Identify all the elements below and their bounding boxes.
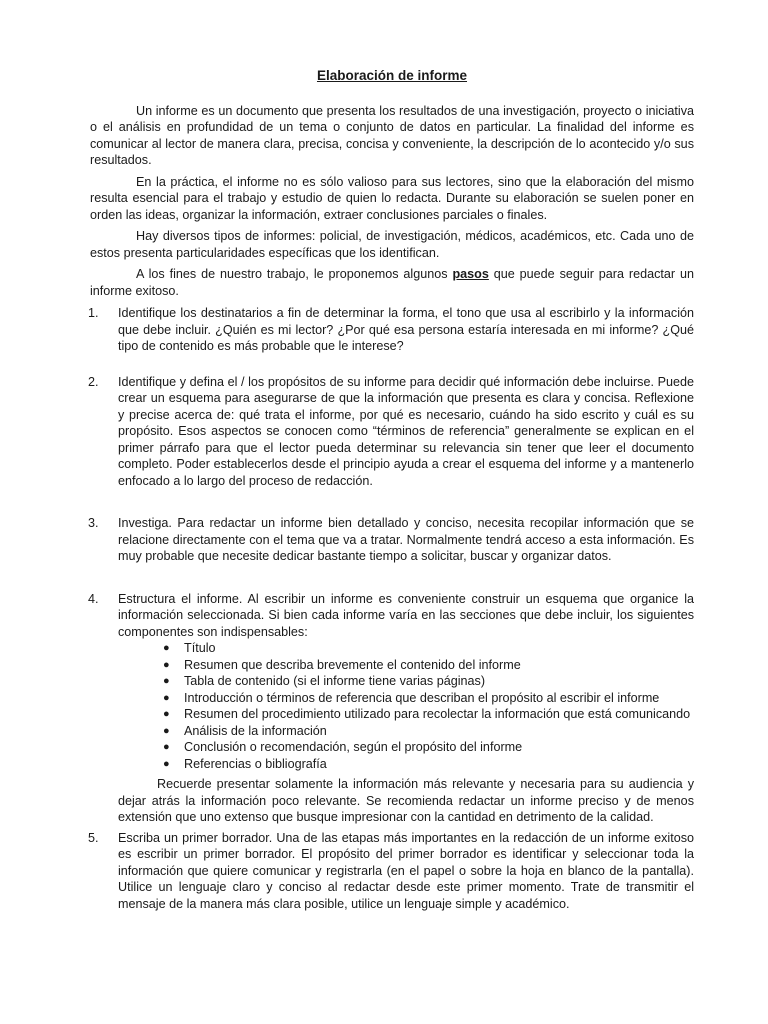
bullet-icon: ●: [163, 724, 170, 737]
bullet-icon: ●: [163, 708, 170, 720]
intro-paragraph: Un informe es un documento que presenta los resultados de una investigación, proyecto o iniciativa o el análisis en profundidad de un tema o conjunto de datos en particular. La finalidad del informe es comunicar al lector de manera clara, precisa, concisa y conveniente, la descripción de lo acontecido y/o sus resultados.: [90, 103, 694, 167]
step-item: [90, 515, 694, 565]
intro-paragraph-pasos: [90, 266, 694, 299]
step-text: Identifique los destinatarios a fin de determinar la forma, el tono que usa al escribirlo y la información que debe incluir. ¿Quién es mi lector? ¿Por qué esa persona estaría interesada en mi informe? ¿Qué tipo de contenido es más probable que le interese?: [118, 306, 694, 353]
bullet-icon: ●: [163, 675, 170, 687]
component-item: ● Tabla de contenido (si el informe tiene varias páginas): [163, 674, 486, 688]
intro-text: A los fines de nuestro trabajo, le proponemos algunos: [136, 267, 453, 281]
components-list: [118, 640, 694, 772]
step-number: 1.: [88, 306, 99, 320]
steps-list-continued: [90, 830, 694, 913]
bullet-icon: ●: [163, 741, 170, 753]
steps-list: [90, 305, 694, 772]
component-item: ● Análisis de la información: [163, 723, 327, 738]
step-number: 3.: [88, 516, 99, 530]
intro-text: que puede seguir para redactar un informe exitoso.: [90, 267, 694, 298]
step-number: 5.: [88, 830, 99, 845]
bullet-icon: ●: [163, 658, 170, 671]
component-item: ● Resumen del procedimiento utilizado para recolectar la información que está comunicando: [163, 707, 691, 721]
component-item: ● Resumen que describa brevemente el contenido del informe: [163, 657, 521, 672]
document-title: Elaboración de informe: [316, 68, 468, 83]
bullet-icon: ●: [163, 642, 170, 654]
bullet-icon: ●: [163, 691, 170, 704]
intro-paragraph: En la práctica, el informe no es sólo valioso para sus lectores, sino que la elaboración del mismo resulta esencial para el trabajo y estudio de quien lo redacta. Durante su elaboración se suelen poner en orden las ideas, organizar la información, extraer conclusiones parciales o finales.: [90, 174, 694, 222]
step-item: [90, 305, 694, 355]
pasos-emphasis: pasos: [452, 267, 489, 281]
step-text: Identifique y defina el / los propósitos de su informe para decidir qué información debe incluirse. Puede crear un esquema para asegurarse de que la información que presenta es clara y concisa. Reflexione y precise acerca de: qué trata el informe, por qué es necesario, cuándo ha sido escrito y cuál es su propósito. Esos aspectos se conocen como “términos de referencia” generalmente se explican en el primer párrafo para que el lector pueda determinar su relevancia sin tener que leer el documento completo. Poder establecerlos desde el principio ayuda a crear el esquema del informe y a mantenerlo enfocado a lo largo del proceso de redacción.: [118, 374, 694, 488]
component-item: ● Título: [163, 641, 216, 655]
step-item: [90, 591, 694, 773]
recommendation-paragraph: Recuerde presentar solamente la información más relevante y necesaria para su audiencia y dejar atrás la información poco relevante. Se recomienda redactar un informe preciso y de menos extensión que uno extenso que busque impresionar con la cantidad en detrimento de la calidad.: [118, 777, 694, 824]
component-item: ● Introducción o términos de referencia que describan el propósito al escribir el informe: [163, 690, 660, 705]
step-item: [90, 374, 694, 490]
step-text: Estructura el informe. Al escribir un informe es conveniente construir un esquema que organice la información seleccionada. Si bien cada informe varía en las secciones que debe incluir, los siguientes componentes son indispensables:: [118, 591, 694, 639]
intro-paragraph: Hay diversos tipos de informes: policial, de investigación, médicos, académicos, etc. Cada uno de estos presenta particularidades específicas que los identifican.: [90, 229, 694, 260]
step-item: [90, 830, 694, 913]
step-number: 4.: [88, 591, 99, 606]
component-item: ● Referencias o bibliografía: [163, 756, 327, 771]
component-item: ● Conclusión o recomendación, según el propósito del informe: [163, 740, 523, 754]
step-number: 2.: [88, 374, 99, 389]
step-text: Investiga. Para redactar un informe bien detallado y conciso, necesita recopilar información que se relacione directamente con el tema que va a tratar. Normalmente tendrá acceso a esta información. Es muy probable que necesite dedicar bastante tiempo a solicitar, buscar y organizar datos.: [118, 516, 694, 563]
step-text: Escriba un primer borrador. Una de las etapas más importantes en la redacción de un informe exitoso es escribir un primer borrador. El propósito del primer borrador es identificar y seleccionar toda la información que quiere comunicar y registrarla (en el papel o sobre la hoja en blanco de la pantalla). Utilice un lenguaje claro y conciso al redactar desde este primer momento. Trate de transmitir el mensaje de la manera más clara posible, utilice un lenguaje simple y académico.: [118, 830, 694, 911]
bullet-icon: ●: [163, 757, 170, 770]
